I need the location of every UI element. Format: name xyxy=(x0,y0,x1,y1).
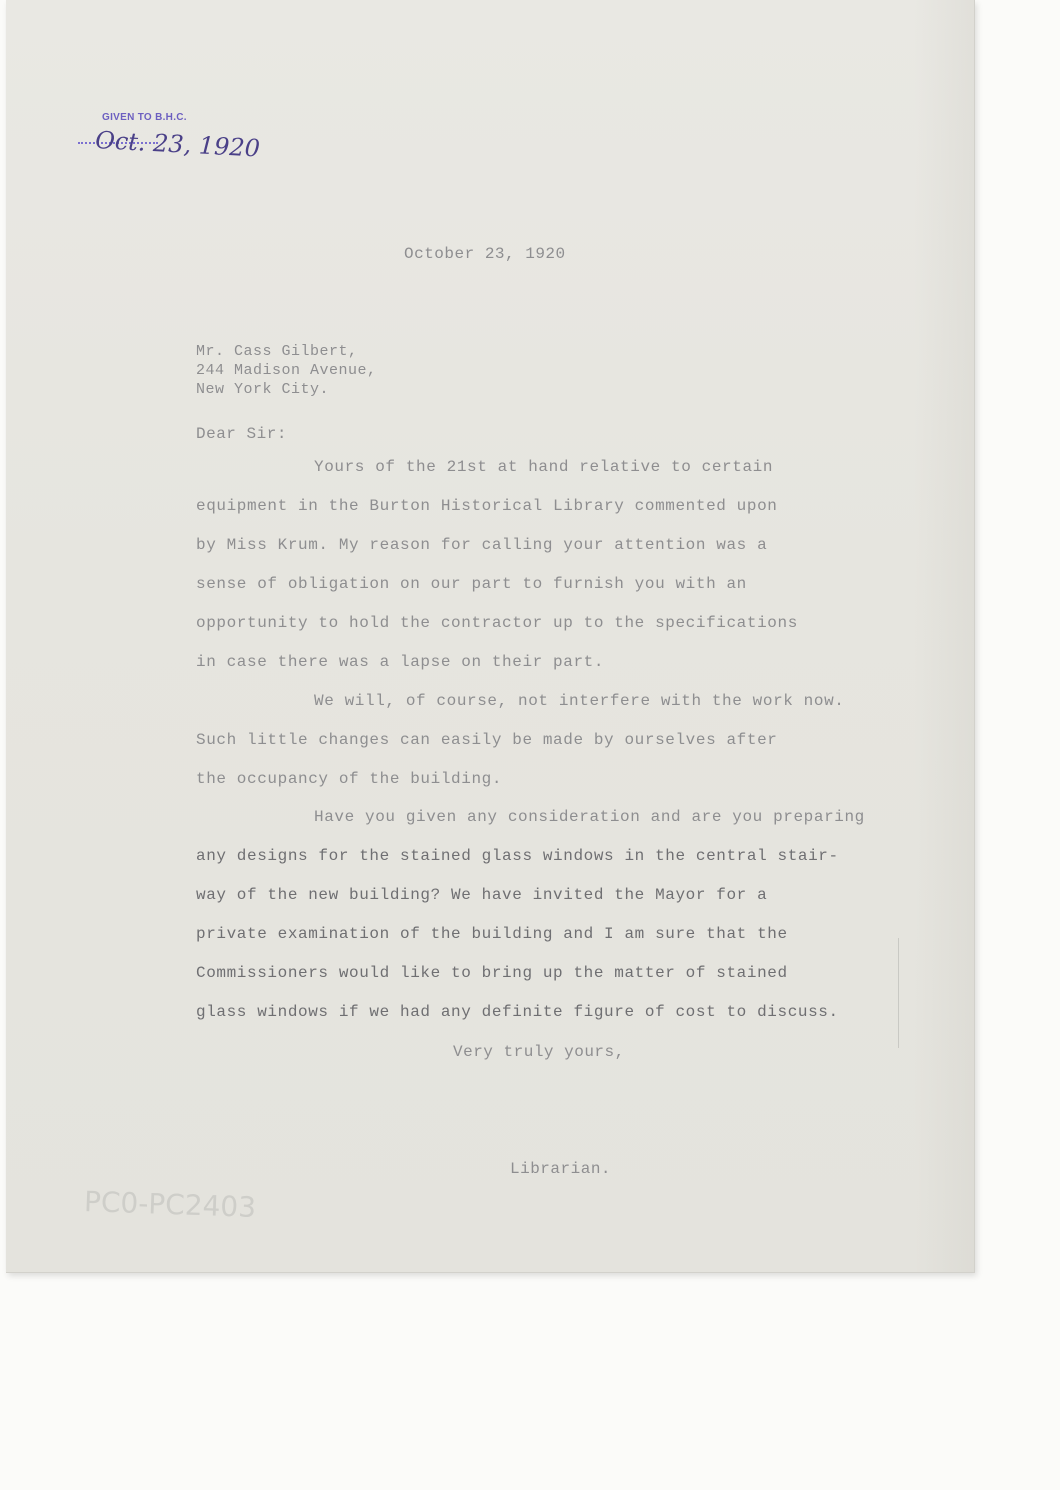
stamp-label: GIVEN TO B.H.C. xyxy=(102,112,187,123)
paragraph-line: Such little changes can easily be made by ourselves after xyxy=(196,731,778,749)
recipient-street: 244 Madison Avenue, xyxy=(196,362,377,379)
paragraph-line: We will, of course, not interfere with the work now. xyxy=(314,692,845,710)
paragraph-line: in case there was a lapse on their part. xyxy=(196,653,605,671)
paragraph-line: the occupancy of the building. xyxy=(196,770,503,788)
paper-crease xyxy=(868,938,899,1048)
paragraph-line: any designs for the stained glass windows in the central stair- xyxy=(196,847,839,865)
paragraph-line: glass windows if we had any definite figure of cost to discuss. xyxy=(196,1003,839,1021)
paragraph-line: opportunity to hold the contractor up to the specifications xyxy=(196,614,798,632)
archive-pencil-mark: PC0-PC2403 xyxy=(83,1185,257,1224)
paragraph-line: equipment in the Burton Historical Library commented upon xyxy=(196,497,778,515)
paragraph-2 xyxy=(196,682,936,799)
paragraph-line: way of the new building? We have invited the Mayor for a xyxy=(196,886,768,904)
recipient-city: New York City. xyxy=(196,381,330,398)
letter-page xyxy=(6,0,975,1273)
paragraph-line: by Miss Krum. My reason for calling your attention was a xyxy=(196,536,768,554)
recipient-name: Mr. Cass Gilbert, xyxy=(196,343,358,360)
letter-date: October 23, 1920 xyxy=(404,245,566,263)
stamp-handwritten-date: Oct. 23, 1920 xyxy=(94,126,261,163)
paragraph-line: Yours of the 21st at hand relative to certain xyxy=(314,458,774,476)
received-stamp xyxy=(94,112,261,182)
paragraph-1 xyxy=(196,448,936,682)
paragraph-line: Have you given any consideration and are you preparing xyxy=(314,808,865,826)
paragraph-line: sense of obligation on our part to furnish you with an xyxy=(196,575,747,593)
paragraph-3 xyxy=(196,798,936,1032)
paragraph-line: Commissioners would like to bring up the matter of stained xyxy=(196,964,788,982)
paragraph-line: private examination of the building and I am sure that the xyxy=(196,925,788,943)
closing: Very truly yours, xyxy=(453,1043,625,1061)
salutation: Dear Sir: xyxy=(196,425,287,443)
signature: Librarian. xyxy=(510,1160,612,1178)
